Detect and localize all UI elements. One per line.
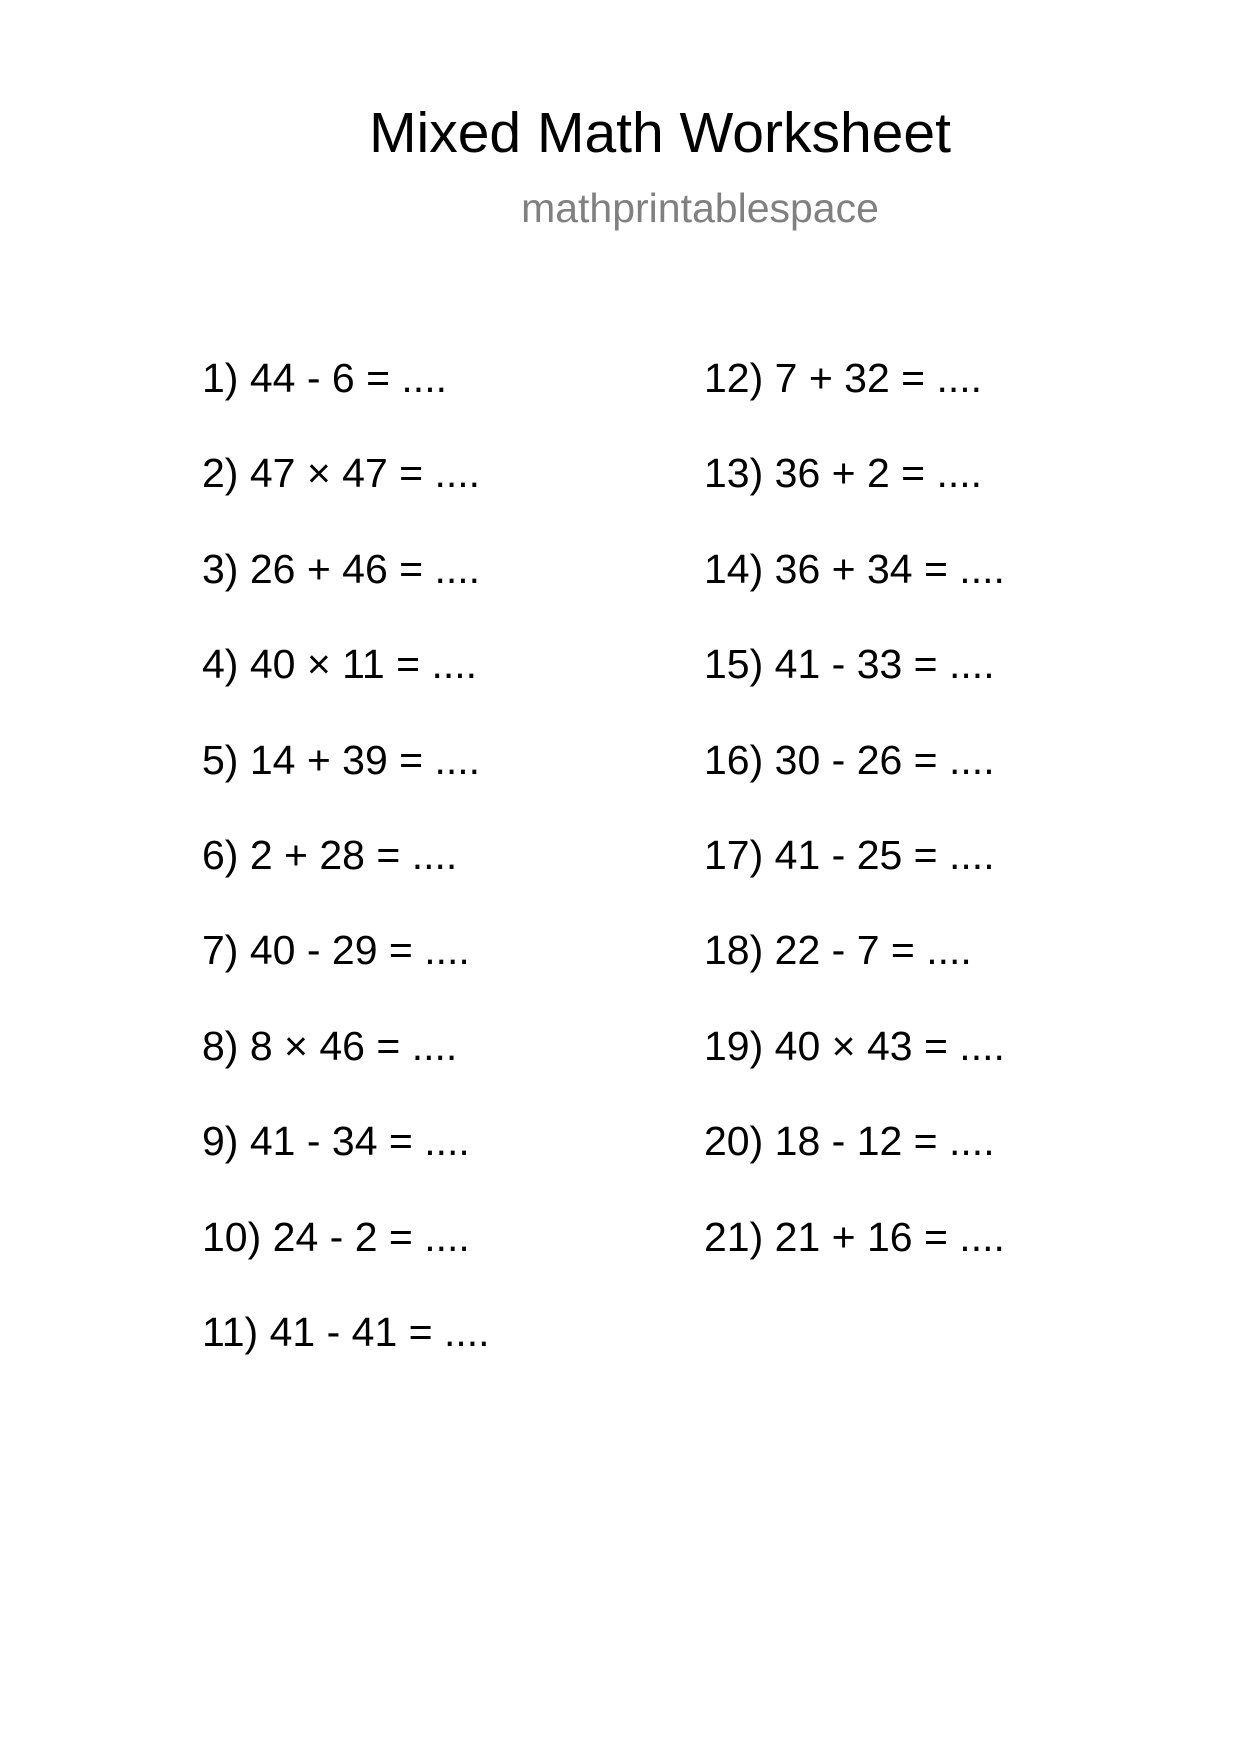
problem-10: 10) 24 - 2 = .... [202, 1213, 470, 1260]
problem-21: 21) 21 + 16 = .... [704, 1213, 1005, 1260]
problem-6: 6) 2 + 28 = .... [202, 831, 458, 878]
problem-12: 12) 7 + 32 = .... [704, 355, 983, 401]
problem-14: 14) 36 + 34 = .... [704, 545, 1005, 592]
problem-1: 1) 44 - 6 = .... [202, 355, 447, 401]
problem-3: 3) 26 + 46 = .... [202, 545, 481, 592]
problem-19: 19) 40 × 43 = .... [704, 1022, 1005, 1069]
problem-18: 18) 22 - 7 = .... [704, 927, 972, 974]
problem-17: 17) 41 - 25 = .... [704, 831, 995, 878]
problem-8: 8) 8 × 46 = .... [202, 1022, 458, 1069]
problem-7: 7) 40 - 29 = .... [202, 927, 470, 974]
problem-4: 4) 40 × 11 = .... [202, 641, 478, 688]
problem-9: 9) 41 - 34 = .... [202, 1118, 470, 1165]
problems-column-left [202, 350, 490, 1399]
problem-15: 15) 41 - 33 = .... [704, 641, 995, 688]
problems-column-right [704, 350, 1005, 1304]
problem-11: 11) 41 - 41 = .... [202, 1308, 490, 1355]
problem-13: 13) 36 + 2 = .... [704, 450, 983, 497]
worksheet-title: Mixed Math Worksheet [369, 101, 951, 165]
problem-2: 2) 47 × 47 = .... [202, 450, 481, 497]
problem-5: 5) 14 + 39 = .... [202, 736, 481, 783]
problem-20: 20) 18 - 12 = .... [704, 1118, 995, 1165]
problem-16: 16) 30 - 26 = .... [704, 736, 995, 783]
worksheet-subtitle: mathprintablespace [521, 185, 879, 231]
